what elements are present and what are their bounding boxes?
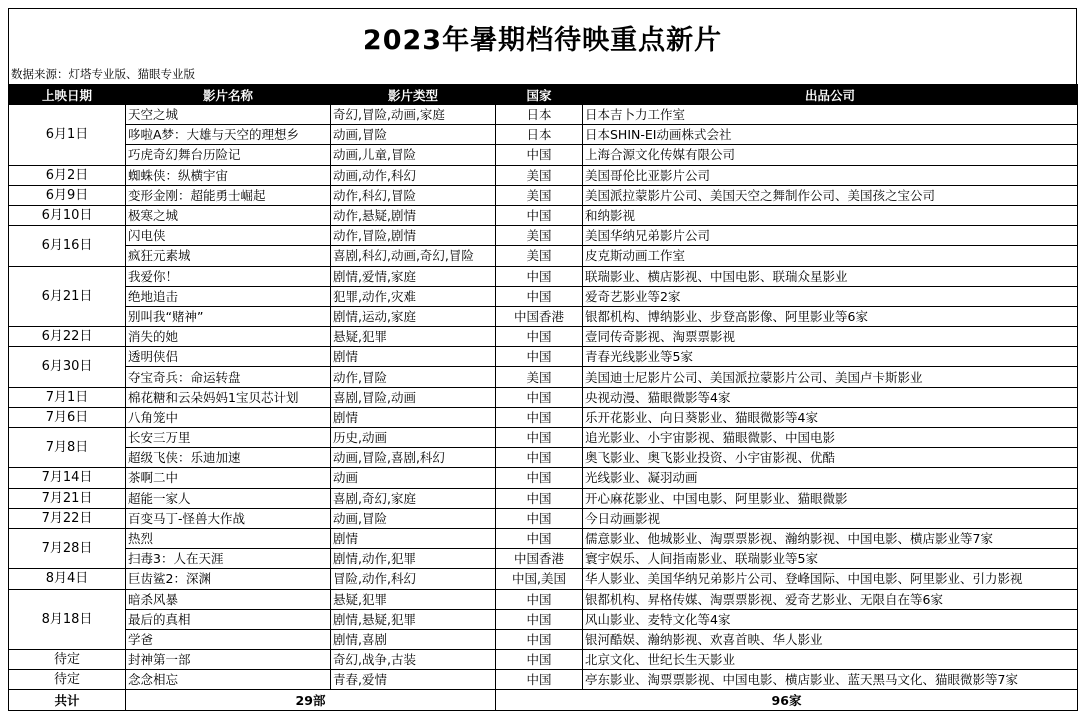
country-cell[interactable]: 中国 bbox=[496, 407, 583, 427]
genre-cell[interactable]: 动画,冒险 bbox=[331, 125, 496, 145]
genre-cell[interactable]: 动画,儿童,冒险 bbox=[331, 145, 496, 165]
country-cell[interactable]: 中国 bbox=[496, 145, 583, 165]
table-row bbox=[9, 327, 1078, 347]
header-row bbox=[9, 85, 1078, 105]
spreadsheet bbox=[8, 8, 1077, 711]
company-cell[interactable]: 上海合源文化传媒有限公司 bbox=[583, 145, 1078, 165]
film-name-cell[interactable]: 巨齿鲨2：深渊 bbox=[126, 569, 331, 589]
company-cell[interactable]: 爱奇艺影业等2家 bbox=[583, 286, 1078, 306]
table-row bbox=[9, 205, 1078, 225]
film-name-cell[interactable]: 百变马丁-怪兽大作战 bbox=[126, 508, 331, 528]
company-cell[interactable]: 和纳影视 bbox=[583, 205, 1078, 225]
film-name-cell[interactable]: 扫毒3：人在天涯 bbox=[126, 549, 331, 569]
genre-cell[interactable]: 剧情,运动,家庭 bbox=[331, 306, 496, 326]
country-cell[interactable]: 中国 bbox=[496, 327, 583, 347]
country-cell[interactable]: 美国 bbox=[496, 367, 583, 387]
header-genre[interactable]: 影片类型 bbox=[331, 85, 496, 105]
table-row bbox=[9, 165, 1078, 185]
genre-cell[interactable]: 剧情,爱情,家庭 bbox=[331, 266, 496, 286]
release-date-cell[interactable]: 6月10日 bbox=[9, 205, 126, 225]
film-name-cell[interactable]: 消失的她 bbox=[126, 327, 331, 347]
company-cell[interactable]: 美国迪士尼影片公司、美国派拉蒙影片公司、美国卢卡斯影业 bbox=[583, 367, 1078, 387]
genre-cell[interactable]: 剧情 bbox=[331, 347, 496, 367]
table-row bbox=[9, 488, 1078, 508]
company-cell[interactable]: 日本SHIN-EI动画株式会社 bbox=[583, 125, 1078, 145]
total-films[interactable]: 29部 bbox=[126, 690, 496, 710]
country-cell[interactable]: 中国香港 bbox=[496, 306, 583, 326]
country-cell[interactable]: 中国 bbox=[496, 629, 583, 649]
company-cell[interactable]: 银都机构、昇格传媒、淘票票影视、爱奇艺影业、无限自在等6家 bbox=[583, 589, 1078, 609]
company-cell[interactable]: 华人影业、美国华纳兄弟影片公司、登峰国际、中国电影、阿里影业、引力影视 bbox=[583, 569, 1078, 589]
country-cell[interactable]: 中国 bbox=[496, 488, 583, 508]
table-row bbox=[9, 367, 1078, 387]
company-cell[interactable]: 今日动画影视 bbox=[583, 508, 1078, 528]
film-name-cell[interactable]: 茶啊二中 bbox=[126, 468, 331, 488]
table-row bbox=[9, 629, 1078, 649]
country-cell[interactable]: 中国 bbox=[496, 286, 583, 306]
release-date-cell[interactable]: 7月21日 bbox=[9, 488, 126, 508]
genre-cell[interactable]: 喜剧,冒险,动画 bbox=[331, 387, 496, 407]
film-name-cell[interactable]: 暗杀风暴 bbox=[126, 589, 331, 609]
country-cell[interactable]: 美国 bbox=[496, 165, 583, 185]
company-cell[interactable]: 开心麻花影业、中国电影、阿里影业、猫眼微影 bbox=[583, 488, 1078, 508]
table-row bbox=[9, 428, 1078, 448]
film-name-cell[interactable]: 超级飞侠：乐迪加速 bbox=[126, 448, 331, 468]
company-cell[interactable]: 美国派拉蒙影片公司、美国天空之舞制作公司、美国孩之宝公司 bbox=[583, 185, 1078, 205]
company-cell[interactable]: 美国哥伦比亚影片公司 bbox=[583, 165, 1078, 185]
film-name-cell[interactable]: 夺宝奇兵：命运转盘 bbox=[126, 367, 331, 387]
table-row bbox=[9, 549, 1078, 569]
country-cell[interactable]: 中国 bbox=[496, 387, 583, 407]
country-cell[interactable]: 中国 bbox=[496, 528, 583, 548]
genre-cell[interactable]: 犯罪,动作,灾难 bbox=[331, 286, 496, 306]
country-cell[interactable]: 中国 bbox=[496, 589, 583, 609]
genre-cell[interactable]: 剧情,喜剧 bbox=[331, 629, 496, 649]
genre-cell[interactable]: 动画,动作,科幻 bbox=[331, 165, 496, 185]
total-row bbox=[9, 690, 1078, 710]
release-date-cell[interactable]: 7月22日 bbox=[9, 508, 126, 528]
film-name-cell[interactable]: 念念相忘 bbox=[126, 670, 331, 690]
company-cell[interactable]: 青春光线影业等5家 bbox=[583, 347, 1078, 367]
table-row bbox=[9, 125, 1078, 145]
country-cell[interactable]: 日本 bbox=[496, 125, 583, 145]
genre-cell[interactable]: 奇幻,战争,古装 bbox=[331, 650, 496, 670]
table-body bbox=[9, 105, 1078, 690]
film-name-cell[interactable]: 八角笼中 bbox=[126, 407, 331, 427]
company-cell[interactable]: 壹同传奇影视、淘票票影视 bbox=[583, 327, 1078, 347]
country-cell[interactable]: 美国 bbox=[496, 246, 583, 266]
genre-cell[interactable]: 动画 bbox=[331, 468, 496, 488]
genre-cell[interactable]: 悬疑,犯罪 bbox=[331, 589, 496, 609]
release-date-cell[interactable]: 7月6日 bbox=[9, 407, 126, 427]
release-date-cell[interactable]: 8月18日 bbox=[9, 589, 126, 650]
film-name-cell[interactable]: 别叫我“赌神” bbox=[126, 306, 331, 326]
genre-cell[interactable]: 奇幻,冒险,动画,家庭 bbox=[331, 105, 496, 125]
release-date-cell[interactable]: 8月4日 bbox=[9, 569, 126, 589]
table-row bbox=[9, 185, 1078, 205]
film-table bbox=[8, 84, 1078, 711]
genre-cell[interactable]: 动作,悬疑,剧情 bbox=[331, 205, 496, 225]
genre-cell[interactable]: 剧情 bbox=[331, 407, 496, 427]
film-name-cell[interactable]: 热烈 bbox=[126, 528, 331, 548]
film-name-cell[interactable]: 天空之城 bbox=[126, 105, 331, 125]
release-date-cell[interactable]: 待定 bbox=[9, 670, 126, 690]
company-cell[interactable]: 北京文化、世纪长生天影业 bbox=[583, 650, 1078, 670]
film-name-cell[interactable]: 学爸 bbox=[126, 629, 331, 649]
table-row bbox=[9, 347, 1078, 367]
data-source-note[interactable]: 数据来源：灯塔专业版、猫眼专业版 bbox=[8, 65, 1077, 84]
film-name-cell[interactable]: 巧虎奇幻舞台历险记 bbox=[126, 145, 331, 165]
film-name-cell[interactable]: 透明侠侣 bbox=[126, 347, 331, 367]
release-date-cell[interactable]: 6月21日 bbox=[9, 266, 126, 327]
country-cell[interactable]: 日本 bbox=[496, 105, 583, 125]
genre-cell[interactable]: 冒险,动作,科幻 bbox=[331, 569, 496, 589]
film-name-cell[interactable]: 封神第一部 bbox=[126, 650, 331, 670]
country-cell[interactable]: 中国,美国 bbox=[496, 569, 583, 589]
country-cell[interactable]: 中国 bbox=[496, 448, 583, 468]
genre-cell[interactable]: 悬疑,犯罪 bbox=[331, 327, 496, 347]
release-date-cell[interactable]: 6月1日 bbox=[9, 105, 126, 166]
table-row bbox=[9, 508, 1078, 528]
release-date-cell[interactable]: 6月16日 bbox=[9, 226, 126, 266]
company-cell[interactable]: 美国华纳兄弟影片公司 bbox=[583, 226, 1078, 246]
company-cell[interactable]: 银河酷娱、瀚纳影视、欢喜首映、华人影业 bbox=[583, 629, 1078, 649]
film-name-cell[interactable]: 闪电侠 bbox=[126, 226, 331, 246]
total-label[interactable]: 共计 bbox=[9, 690, 126, 710]
country-cell[interactable]: 中国 bbox=[496, 670, 583, 690]
company-cell[interactable]: 风山影业、麦特文化等4家 bbox=[583, 609, 1078, 629]
genre-cell[interactable]: 动作,冒险 bbox=[331, 367, 496, 387]
country-cell[interactable]: 中国 bbox=[496, 347, 583, 367]
sheet-title: 2023年暑期档待映重点新片 bbox=[362, 24, 723, 56]
genre-cell[interactable]: 动画,冒险 bbox=[331, 508, 496, 528]
table-row bbox=[9, 609, 1078, 629]
genre-cell[interactable]: 喜剧,科幻,动画,奇幻,冒险 bbox=[331, 246, 496, 266]
genre-cell[interactable]: 动作,冒险,剧情 bbox=[331, 226, 496, 246]
genre-cell[interactable]: 剧情,动作,犯罪 bbox=[331, 549, 496, 569]
table-row bbox=[9, 266, 1078, 286]
table-row bbox=[9, 306, 1078, 326]
film-name-cell[interactable]: 变形金刚：超能勇士崛起 bbox=[126, 185, 331, 205]
table-row bbox=[9, 448, 1078, 468]
header-release-date[interactable]: 上映日期 bbox=[9, 85, 126, 105]
table-row bbox=[9, 145, 1078, 165]
film-name-cell[interactable]: 疯狂元素城 bbox=[126, 246, 331, 266]
table-row bbox=[9, 105, 1078, 125]
film-name-cell[interactable]: 超能一家人 bbox=[126, 488, 331, 508]
release-date-cell[interactable]: 7月14日 bbox=[9, 468, 126, 488]
title-cell[interactable] bbox=[8, 8, 1077, 65]
film-name-cell[interactable]: 蜘蛛侠：纵横宇宙 bbox=[126, 165, 331, 185]
country-cell[interactable]: 中国 bbox=[496, 205, 583, 225]
release-date-cell[interactable]: 7月28日 bbox=[9, 528, 126, 568]
company-cell[interactable]: 寰宇娱乐、人间指南影业、联瑞影业等5家 bbox=[583, 549, 1078, 569]
company-cell[interactable]: 奥飞影业、奥飞影业投资、小宇宙影视、优酷 bbox=[583, 448, 1078, 468]
country-cell[interactable]: 中国 bbox=[496, 468, 583, 488]
company-cell[interactable]: 追光影业、小宇宙影视、猫眼微影、中国电影 bbox=[583, 428, 1078, 448]
film-name-cell[interactable]: 哆啦A梦：大雄与天空的理想乡 bbox=[126, 125, 331, 145]
company-cell[interactable]: 日本吉卜力工作室 bbox=[583, 105, 1078, 125]
country-cell[interactable]: 美国 bbox=[496, 185, 583, 205]
table-row bbox=[9, 387, 1078, 407]
company-cell[interactable]: 亭东影业、淘票票影视、中国电影、横店影业、蓝天黑马文化、猫眼微影等7家 bbox=[583, 670, 1078, 690]
release-date-cell[interactable]: 6月30日 bbox=[9, 347, 126, 387]
genre-cell[interactable]: 青春,爱情 bbox=[331, 670, 496, 690]
genre-cell[interactable]: 剧情,悬疑,犯罪 bbox=[331, 609, 496, 629]
release-date-cell[interactable]: 6月2日 bbox=[9, 165, 126, 185]
country-cell[interactable]: 中国 bbox=[496, 650, 583, 670]
total-companies[interactable]: 96家 bbox=[496, 690, 1078, 710]
header-film-name[interactable]: 影片名称 bbox=[126, 85, 331, 105]
table-row bbox=[9, 589, 1078, 609]
company-cell[interactable]: 儒意影业、他城影业、淘票票影视、瀚纳影视、中国电影、横店影业等7家 bbox=[583, 528, 1078, 548]
table-row bbox=[9, 650, 1078, 670]
film-name-cell[interactable]: 最后的真相 bbox=[126, 609, 331, 629]
header-company[interactable]: 出品公司 bbox=[583, 85, 1078, 105]
release-date-cell[interactable]: 6月9日 bbox=[9, 185, 126, 205]
table-row bbox=[9, 226, 1078, 246]
film-name-cell[interactable]: 我爱你！ bbox=[126, 266, 331, 286]
table-row bbox=[9, 670, 1078, 690]
table-row bbox=[9, 286, 1078, 306]
film-name-cell[interactable]: 长安三万里 bbox=[126, 428, 331, 448]
table-row bbox=[9, 468, 1078, 488]
genre-cell[interactable]: 动画,冒险,喜剧,科幻 bbox=[331, 448, 496, 468]
film-name-cell[interactable]: 棉花糖和云朵妈妈1宝贝芯计划 bbox=[126, 387, 331, 407]
country-cell[interactable]: 中国 bbox=[496, 508, 583, 528]
company-cell[interactable]: 乐开花影业、向日葵影业、猫眼微影等4家 bbox=[583, 407, 1078, 427]
table-row bbox=[9, 407, 1078, 427]
country-cell[interactable]: 中国香港 bbox=[496, 549, 583, 569]
film-name-cell[interactable]: 极寒之城 bbox=[126, 205, 331, 225]
release-date-cell[interactable]: 7月1日 bbox=[9, 387, 126, 407]
genre-cell[interactable]: 历史,动画 bbox=[331, 428, 496, 448]
company-cell[interactable]: 光线影业、凝羽动画 bbox=[583, 468, 1078, 488]
company-cell[interactable]: 皮克斯动画工作室 bbox=[583, 246, 1078, 266]
country-cell[interactable]: 中国 bbox=[496, 428, 583, 448]
company-cell[interactable]: 银都机构、博纳影业、步登高影像、阿里影业等6家 bbox=[583, 306, 1078, 326]
header-country[interactable]: 国家 bbox=[496, 85, 583, 105]
table-row bbox=[9, 528, 1078, 548]
company-cell[interactable]: 央视动漫、猫眼微影等4家 bbox=[583, 387, 1078, 407]
country-cell[interactable]: 中国 bbox=[496, 266, 583, 286]
table-row bbox=[9, 246, 1078, 266]
genre-cell[interactable]: 剧情 bbox=[331, 528, 496, 548]
country-cell[interactable]: 中国 bbox=[496, 609, 583, 629]
genre-cell[interactable]: 喜剧,奇幻,家庭 bbox=[331, 488, 496, 508]
release-date-cell[interactable]: 待定 bbox=[9, 650, 126, 670]
release-date-cell[interactable]: 7月8日 bbox=[9, 428, 126, 468]
release-date-cell[interactable]: 6月22日 bbox=[9, 327, 126, 347]
film-name-cell[interactable]: 绝地追击 bbox=[126, 286, 331, 306]
genre-cell[interactable]: 动作,科幻,冒险 bbox=[331, 185, 496, 205]
country-cell[interactable]: 美国 bbox=[496, 226, 583, 246]
company-cell[interactable]: 联瑞影业、横店影视、中国电影、联瑞众星影业 bbox=[583, 266, 1078, 286]
table-row bbox=[9, 569, 1078, 589]
